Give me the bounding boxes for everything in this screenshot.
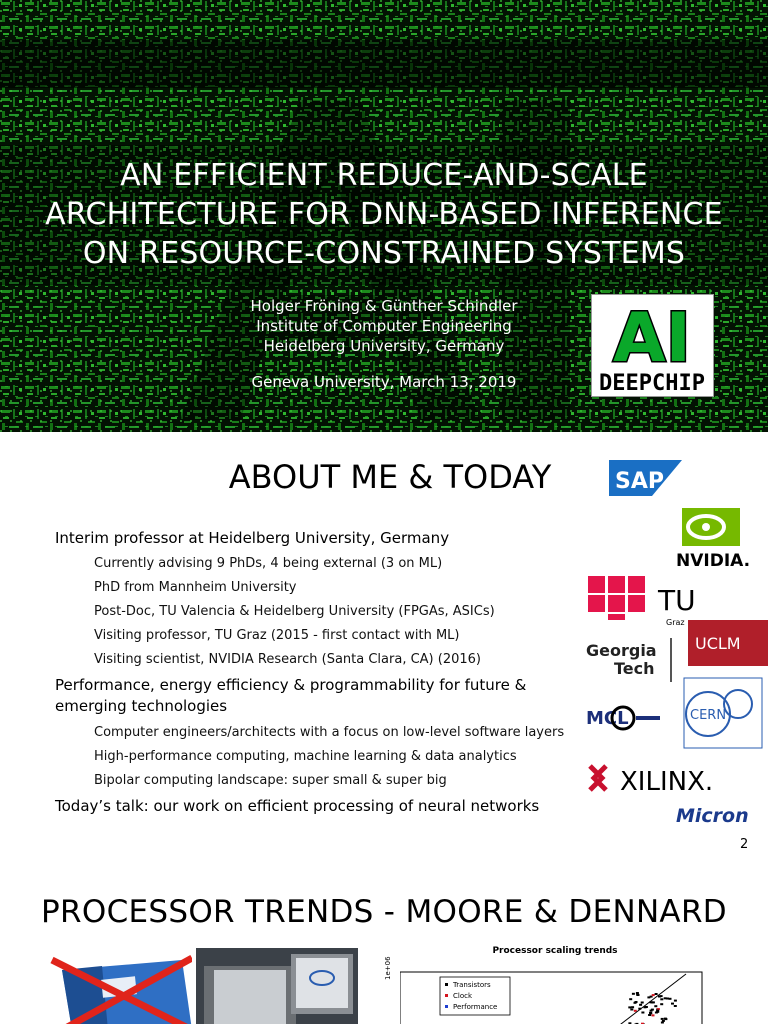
- svg-text:AI: AI: [613, 299, 691, 378]
- title-slide: [0, 0, 768, 432]
- micron-logo: [676, 805, 749, 827]
- cpu-chip-image: [196, 948, 358, 1024]
- svg-text:XILINX.: XILINX.: [620, 767, 714, 797]
- mcl-logo: [586, 707, 660, 729]
- svg-text:MCL: MCL: [586, 708, 629, 729]
- svg-text:Georgia: Georgia: [586, 641, 657, 660]
- legend-marker: [445, 983, 448, 986]
- bullet-level2: Post-Doc, TU Valencia & Heidelberg University (FPGAs, ASICs): [94, 604, 495, 619]
- svg-text:Graz: Graz: [666, 618, 685, 627]
- scaling-trends-chart: [400, 964, 720, 1024]
- partner-logos: [578, 452, 768, 852]
- data-point: [652, 994, 655, 996]
- data-point: [651, 1009, 654, 1011]
- chart-title: Processor scaling trends: [492, 946, 618, 956]
- about-me-slide: [0, 432, 768, 864]
- data-point: [631, 1006, 634, 1008]
- bullet-level2: Currently advising 9 PhDs, 4 being external (3 on ML): [94, 556, 443, 571]
- bullet-level2: Visiting professor, TU Graz (2015 - first contact with ML): [94, 628, 460, 643]
- sap-logo: [609, 460, 682, 496]
- data-point: [630, 1009, 633, 1011]
- data-point: [641, 1002, 644, 1004]
- bullet-level2: Bipolar computing landscape: super small & super big: [94, 773, 447, 788]
- data-point: [641, 1012, 644, 1014]
- title-line: AN EFFICIENT REDUCE-AND-SCALE: [120, 158, 648, 193]
- processor-trends-slide: [0, 864, 768, 1024]
- title-line: ON RESOURCE-CONSTRAINED SYSTEMS: [82, 236, 686, 271]
- bullet-level1: Today’s talk: our work on efficient processing of neural networks: [55, 797, 540, 815]
- institute: Institute of Computer Engineering: [256, 317, 512, 335]
- data-point: [661, 1018, 664, 1020]
- presentation-title: [0, 156, 768, 273]
- accelerator-card-image: [42, 950, 192, 1024]
- georgia-tech-logo: [586, 638, 671, 682]
- svg-text:CERN: CERN: [690, 708, 727, 723]
- presentation-date: Geneva University, March 13, 2019: [251, 373, 517, 391]
- bullet-level1: Performance, energy efficiency & programmability for future &: [55, 676, 527, 694]
- data-point: [664, 1018, 667, 1020]
- data-point: [629, 998, 632, 1000]
- slide-title: ABOUT ME & TODAY: [228, 458, 552, 496]
- data-point: [660, 1003, 663, 1005]
- data-point: [662, 1020, 665, 1022]
- data-point: [651, 1001, 654, 1003]
- legend-entry: Performance: [453, 1003, 498, 1011]
- y-tick-label: 1e+06: [384, 956, 392, 980]
- university: Heidelberg University, Germany: [263, 337, 505, 355]
- tugraz-logo: [588, 576, 696, 627]
- bullet-level1: emerging technologies: [55, 697, 228, 715]
- bullet-level2: High-performance computing, machine learning & data analytics: [94, 749, 517, 764]
- data-point: [655, 993, 658, 995]
- data-point: [674, 1000, 677, 1002]
- svg-text:UCLM: UCLM: [695, 634, 741, 653]
- data-point: [632, 993, 635, 995]
- svg-text:Micron: Micron: [676, 805, 749, 827]
- data-point: [666, 998, 669, 1000]
- bullet-level2: Visiting scientist, NVIDIA Research (Santa Clara, CA) (2016): [94, 652, 481, 667]
- data-point: [635, 1001, 638, 1003]
- svg-text:TU: TU: [658, 584, 696, 617]
- data-point: [636, 992, 639, 994]
- data-point: [671, 1003, 674, 1005]
- data-point: [660, 998, 663, 1000]
- data-point: [656, 1011, 659, 1013]
- data-point: [652, 1014, 655, 1016]
- page-number: 2: [740, 837, 749, 852]
- bullet-level1: Interim professor at Heidelberg University, Germany: [55, 529, 450, 547]
- author-block: [210, 296, 558, 356]
- data-point: [639, 1004, 642, 1006]
- authors: Holger Fröning & Günther Schindler: [250, 297, 518, 315]
- data-point: [634, 1010, 637, 1012]
- data-point: [674, 1005, 677, 1007]
- bullet-level2: PhD from Mannheim University: [94, 580, 297, 595]
- slide-title: PROCESSOR TRENDS - MOORE & DENNARD: [41, 894, 727, 930]
- data-point: [649, 1012, 652, 1014]
- data-point: [648, 1014, 651, 1016]
- nvidia-logo: [676, 508, 750, 571]
- title-line: ARCHITECTURE FOR DNN-BASED INFERENCE: [45, 197, 723, 232]
- data-point: [654, 1005, 657, 1007]
- xilinx-logo: [590, 766, 713, 797]
- svg-text:DEEPCHIP: DEEPCHIP: [599, 371, 705, 396]
- data-point: [628, 1006, 631, 1008]
- legend-marker: [445, 994, 448, 997]
- svg-text:NVIDIA.: NVIDIA.: [676, 551, 751, 571]
- ai-deepchip-logo: [591, 294, 714, 397]
- svg-text:Tech: Tech: [614, 659, 655, 678]
- bullet-level2: Computer engineers/architects with a focus on low-level software layers: [94, 725, 565, 740]
- legend-entry: Transistors: [453, 981, 491, 989]
- legend-marker: [445, 1005, 448, 1008]
- data-point: [669, 998, 672, 1000]
- legend-entry: Clock: [453, 992, 473, 1000]
- data-point: [647, 996, 650, 998]
- cern-logo: [684, 678, 762, 748]
- svg-text:SAP: SAP: [615, 469, 664, 494]
- uclm-logo: [688, 620, 768, 666]
